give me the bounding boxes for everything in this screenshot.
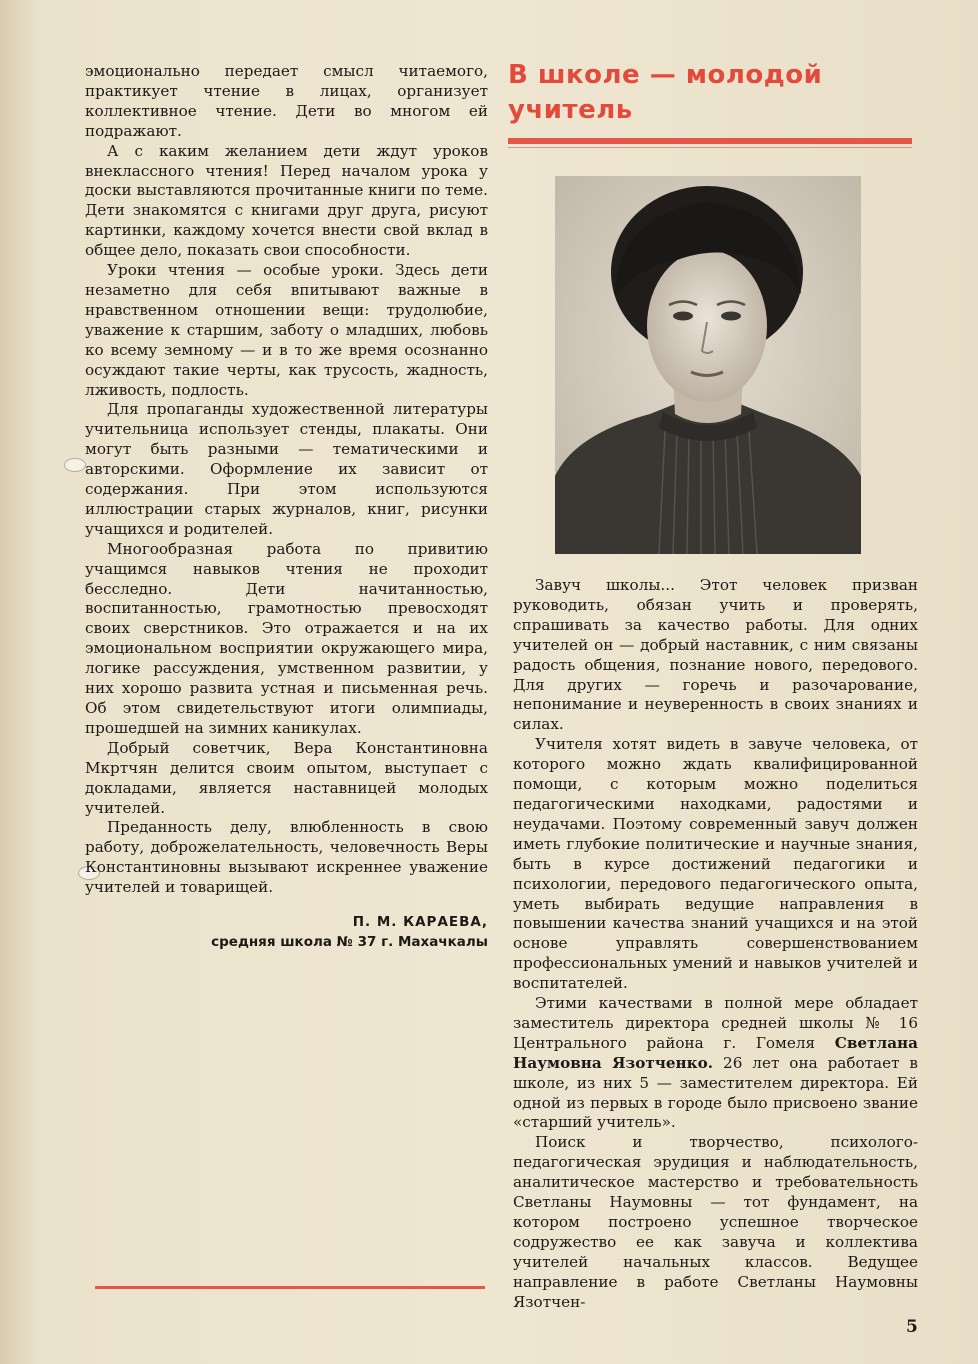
binding-hole [64, 458, 86, 472]
teacher-name: Светлана Наумовна Язотченко. [513, 1033, 918, 1072]
author-school: средняя школа № 37 г. Махачкалы [211, 934, 488, 951]
portrait-photo [555, 176, 861, 554]
paragraph: Преданность делу, влюбленность в свою работу, доброжелательность, человечность Веры Константиновны вызывают искреннее уважение учителей и товарищей. [85, 818, 488, 897]
right-column [513, 576, 918, 1313]
paragraph: эмоционально передает смысл читаемого, практикует чтение в лицах, организует коллективное чтение. Дети во многом ей подражают. [85, 62, 488, 140]
title-line-1: В школе — молодой [508, 60, 823, 90]
left-column [85, 62, 488, 952]
bottom-rule [95, 1286, 485, 1289]
title-line-2: учитель [508, 95, 633, 125]
paragraph [513, 994, 918, 1133]
paragraph: Многообразная работа по привитию учащимся навыков чтения не проходит бесследно. Дети начитанностью, воспитанностью, грамотностью превосходят своих сверстников. Это отражается и на их эмоциональном восприятии окружающего мира, логике рассуждения, умственном развитии, у них хорошо развита устная и письменная речь. Об этом свидетельствуют итоги олимпиады, прошедшей на зимних каникулах. [85, 539, 488, 737]
paragraph: Уроки чтения — особые уроки. Здесь дети незаметно для себя впитывают важные в нравственном отношении вещи: трудолюбие, уважение к старшим, заботу о младших, любовь ко всему земному — и в то же время осознанно осуждают такие черты, как трусость, жадность, лживость, подлость. [85, 261, 488, 399]
paragraph: Для пропаганды художественной литературы учительница использует стенды, плакаты. Они могут быть разными — тематическими и авторскими. Оформление их зависит от содержания. При этом используются иллюстрации старых журналов, книг, рисунки учащихся и родителей. [85, 400, 488, 538]
portrait-illustration [555, 176, 861, 554]
paragraph: Поиск и творчество, психолого-педагогическая эрудиция и наблюдательность, аналитическое мастерство и требовательность Светланы Наумовны — тот фундамент, на котором построено успешное творческое содружество ее как завуча и коллектива учителей начальных классов. Ведущее направление в работе Светланы Наумовны Язотчен- [513, 1133, 918, 1311]
title-rule-thin [508, 147, 912, 148]
author-name: П. М. КАРАЕВА, [352, 914, 488, 931]
author-signature [85, 912, 488, 952]
article-title [508, 58, 918, 128]
text-run: Этими качествами в полной мере обладает заместитель директора средней школы № 16 Центрального района г. Гомеля [513, 994, 918, 1052]
paragraph: Учителя хотят видеть в завуче человека, от которого можно ждать квалифицированной помощи, с которым можно поделиться педагогическими находками, радостями и неудачами. Поэтому современный завуч должен иметь глубокие политические и научные знания, быть в курсе достижений педагогики и психологии, передового педагогического опыта, уметь выбирать ведущие направления в повышении качества знаний учащихся и на этой основе управлять совершенствованием профессиональных умений и навыков учителей и воспитателей. [513, 735, 918, 993]
text-run: 26 лет она работает в школе, из них 5 — заместителем директора. Ей одной из первых в городе было присвоено звание «старший учитель». [513, 1053, 918, 1132]
paragraph: Добрый советчик, Вера Константиновна Мкртчян делится своим опытом, выступает с докладами, является наставницей молодых учителей. [85, 738, 488, 817]
paragraph: А с каким желанием дети ждут уроков внеклассного чтения! Перед началом урока у доски выставляются прочитанные книги по теме. Дети знакомятся с книгами друг друга, рисуют картинки, каждому хочется внести свой вклад в общее дело, показать свои способности. [85, 141, 488, 260]
title-rule [508, 138, 912, 144]
page-number: 5 [906, 1317, 918, 1337]
paragraph: Завуч школы... Этот человек призван руководить, обязан учить и проверять, спрашивать за качество работы. Для одних учителей он — добрый наставник, с ним связаны радость общения, познание нового, передового. Для других — горечь и разочарование, непонимание и неуверенность в своих знаниях и силах. [513, 576, 918, 734]
